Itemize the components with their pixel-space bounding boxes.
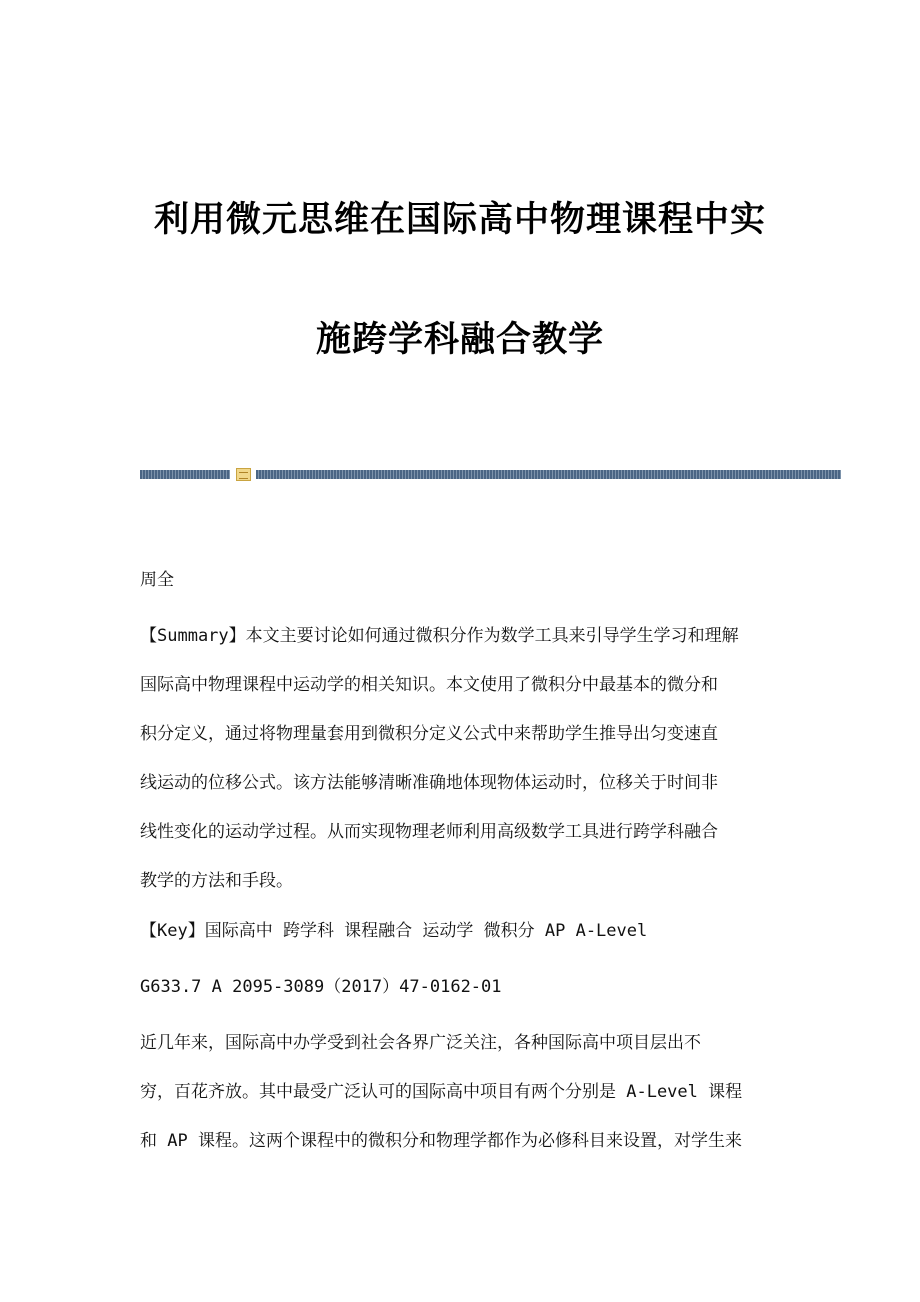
body-line: 穷，百花齐放。其中最受广泛认可的国际高中项目有两个分别是 A-Level 课程 bbox=[140, 1082, 743, 1102]
divider-left bbox=[140, 470, 230, 479]
summary-line: 教学的方法和手段。 bbox=[140, 871, 293, 891]
keywords bbox=[140, 907, 790, 956]
summary-line: 线运动的位移公式。该方法能够清晰准确地体现物体运动时，位移关于时间非 bbox=[140, 773, 718, 793]
body-line: 近几年来，国际高中办学受到社会各界广泛关注，各种国际高中项目层出不 bbox=[140, 1033, 701, 1053]
author-name: 周全 bbox=[140, 570, 174, 590]
summary bbox=[140, 612, 790, 906]
classification-line: G633.7 A 2095-3089（2017）47-0162-01 bbox=[140, 977, 502, 997]
body-line: 和 AP 课程。这两个课程中的微积分和物理学都作为必修科目来设置，对学生来 bbox=[140, 1131, 742, 1151]
envelope-icon bbox=[236, 468, 251, 481]
divider-right bbox=[256, 470, 841, 479]
keywords-line: 【Key】国际高中 跨学科 课程融合 运动学 微积分 AP A-Level bbox=[140, 921, 648, 941]
body-paragraph bbox=[140, 1019, 790, 1166]
summary-line: 【Summary】本文主要讨论如何通过微积分作为数学工具来引导学生学习和理解 bbox=[140, 626, 739, 646]
title-line-1: 利用微元思维在国际高中物理课程中实 bbox=[153, 200, 766, 240]
title-line-2: 施跨学科融合教学 bbox=[315, 320, 604, 360]
summary-line: 线性变化的运动学过程。从而实现物理老师利用高级数学工具进行跨学科融合 bbox=[140, 822, 718, 842]
summary-line: 国际高中物理课程中运动学的相关知识。本文使用了微积分中最基本的微分和 bbox=[140, 675, 718, 695]
summary-line: 积分定义，通过将物理量套用到微积分定义公式中来帮助学生推导出匀变速直 bbox=[140, 724, 718, 744]
classification-codes bbox=[140, 963, 790, 1012]
author bbox=[140, 556, 790, 605]
